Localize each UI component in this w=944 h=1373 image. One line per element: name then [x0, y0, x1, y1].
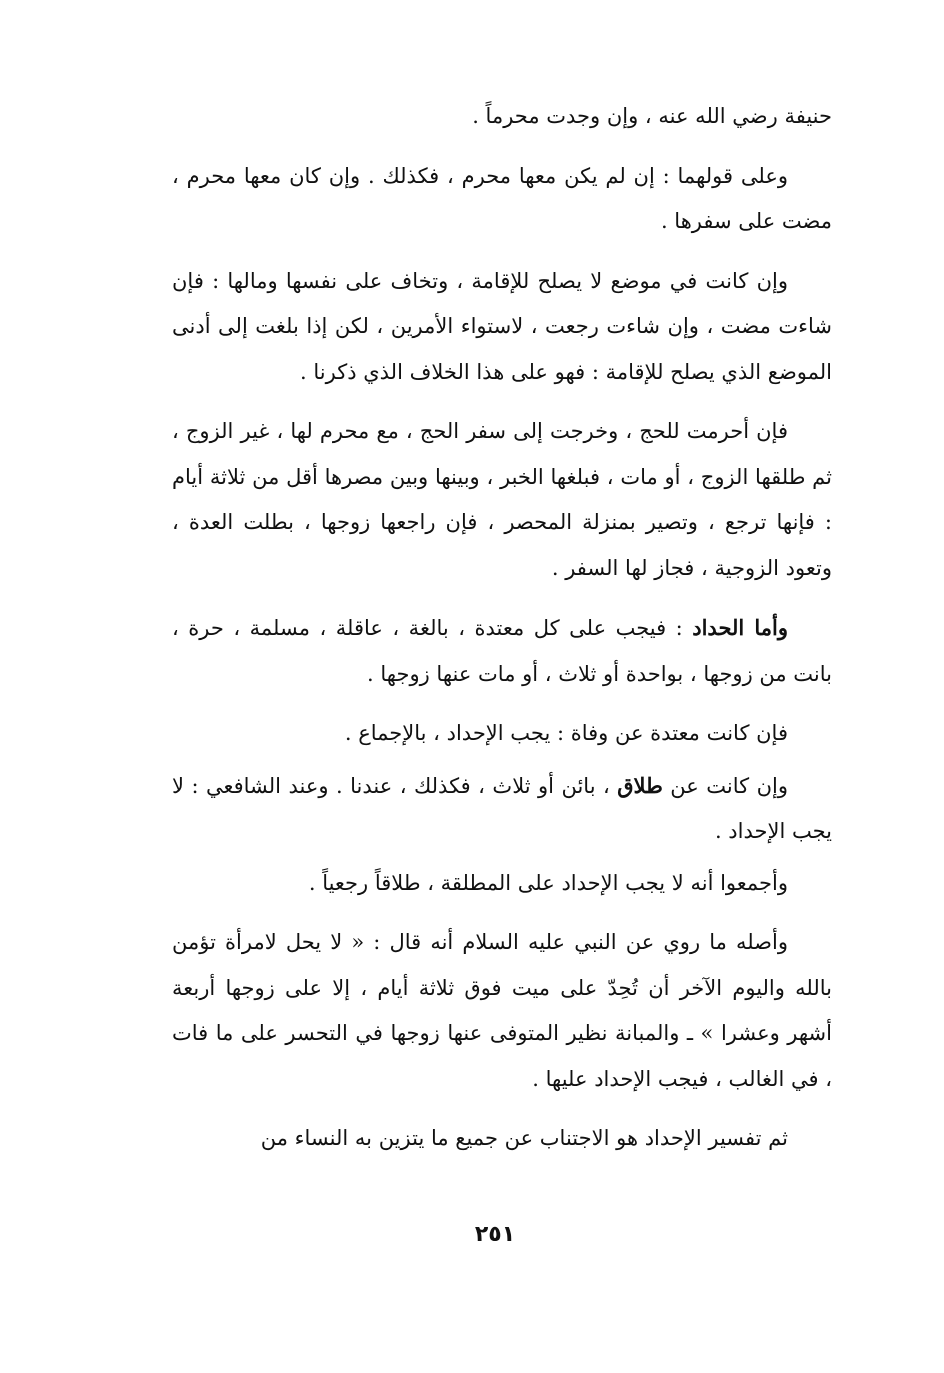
paragraph [172, 1116, 832, 1162]
paragraph-text: : فيجب على كل معتدة ، بالغة ، عاقلة ، مسلمة ، حرة ، بانت من زوجها ، بواحدة أو ثلاث ، أو مات عنها زوجها . [172, 616, 832, 686]
paragraph-text-prefix: وإن كانت عن [662, 773, 788, 798]
paragraph [172, 861, 832, 907]
paragraph-text: فإن أحرمت للحج ، وخرجت إلى سفر الحج ، مع محرم لها ، غير الزوج ، ثم طلقها الزوج ، أو مات ، فبلغها الخبر ، وبينها وبين مصرها أقل من ثلاثة أيام : فإنها ترجع ، وتصير بمنزلة المحصر ، فإن راجعها زوجها ، بطلت العدة ، وتعود الزوجية ، فجاز لها السفر . [172, 419, 832, 580]
paragraph-text: وأصله ما روي عن النبي عليه السلام أنه قال : « لا يحل لامرأة تؤمن بالله واليوم الآخر أن تُحِدّ على ميت فوق ثلاثة أيام ، إلا على زوجها أربعة أشهر وعشرا » ـ والمبانة نظير المتوفى عنها زوجها في التحسر على ما فات ، في الغالب ، فيجب الإحداد عليها . [172, 930, 832, 1091]
paragraph-text: ، بائن أو ثلاث ، فكذلك ، عندنا . وعند الشافعي : لا يجب الإحداد . [172, 773, 832, 843]
page-number: ٢٥١ [474, 1222, 516, 1247]
body-text [172, 94, 832, 1176]
paragraph [172, 711, 832, 757]
emphasized-term: طلاق [617, 772, 663, 798]
paragraph [172, 154, 832, 245]
section-lead-term: وأما الحداد [692, 615, 788, 640]
paragraph-text: ثم تفسير الإحداد هو الاجتناب عن جميع ما يتزين به النساء من [260, 1126, 788, 1150]
paragraph [172, 409, 832, 591]
paragraph-text: وعلى قولهما : إن لم يكن معها محرم ، فكذلك . وإن كان معها محرم ، مضت على سفرها . [172, 163, 832, 233]
paragraph-text: فإن كانت معتدة عن وفاة : يجب الإحداد ، بالإجماع . [344, 721, 788, 745]
paragraph-text: حنيفة رضي الله عنه ، وإن وجدت محرماً . [472, 104, 832, 128]
paragraph [172, 605, 832, 697]
paragraph [172, 259, 832, 396]
paragraph [172, 763, 832, 855]
paragraph [172, 920, 832, 1102]
paragraph-text: وإن كانت في موضع لا يصلح للإقامة ، وتخاف على نفسها ومالها : فإن شاءت مضت ، وإن شاءت رجعت ، لاستواء الأمرين ، لكن إذا بلغت إلى أدنى الموضع الذي يصلح للإقامة : فهو على هذا الخلاف الذي ذكرنا . [172, 268, 832, 384]
paragraph [172, 94, 832, 140]
paragraph-text: وأجمعوا أنه لا يجب الإحداد على المطلقة ، طلاقاً رجعياً . [308, 870, 788, 895]
